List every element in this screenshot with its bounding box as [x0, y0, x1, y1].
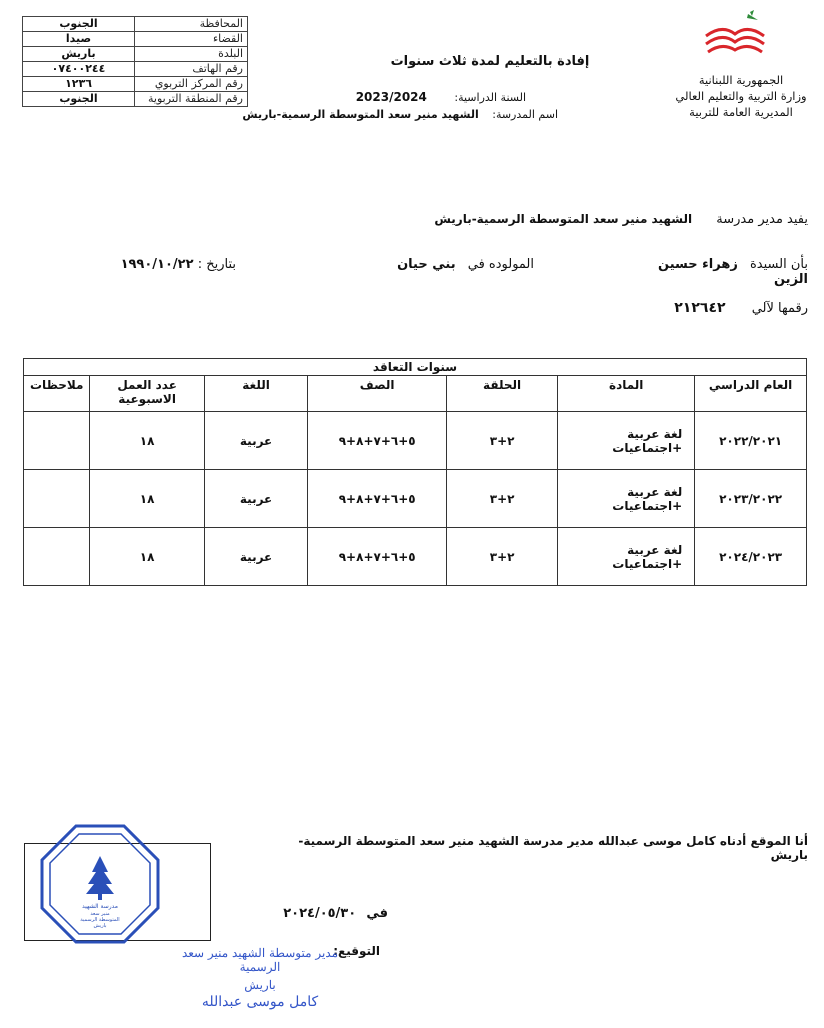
- school-name-label: اسم المدرسة:: [492, 108, 558, 121]
- born-line: [364, 257, 534, 272]
- info-value: صيدا: [23, 32, 135, 47]
- info-label: المحافظة: [135, 17, 248, 32]
- cell-language: عربية: [204, 470, 308, 528]
- signature-line-1: مدير متوسطة الشهيد منير سعد الرسمية: [181, 946, 339, 974]
- number-line: [588, 300, 808, 316]
- school-stamp: [38, 822, 162, 946]
- table-header-row: [24, 376, 807, 412]
- document-title: إفادة بالتعليم لمدة ثلاث سنوات: [390, 54, 590, 69]
- lady-prefix: بأن السيدة: [750, 257, 808, 272]
- born-prefix: المولوده في: [467, 257, 534, 272]
- cell-grade: ٥+٦+٧+٨+٩: [308, 528, 447, 586]
- header-language: اللغة: [204, 376, 308, 412]
- declaration-line: أنا الموقع أدناه كامل موسى عبدالله مدير مدرسة الشهيد منير سعد المتوسطة الرسمية-باريش: [298, 834, 808, 862]
- table-caption: سنوات التعاقد: [24, 359, 807, 376]
- cell-subject: لغة عربية +اجتماعيات: [558, 470, 695, 528]
- number-prefix: رقمها لآلي: [751, 301, 808, 316]
- contract-years-table: [23, 358, 807, 586]
- school-year-line: [266, 90, 526, 104]
- table-row: [24, 412, 807, 470]
- header-subject: المادة: [558, 376, 695, 412]
- info-row-town: [23, 47, 248, 62]
- info-label: رقم المركز التربوي: [135, 77, 248, 92]
- director-school: الشهيد منير سعد المتوسطة الرسمية-باريش: [434, 212, 693, 226]
- cell-hours: ١٨: [90, 528, 204, 586]
- cell-grade: ٥+٦+٧+٨+٩: [308, 470, 447, 528]
- info-row-region: [23, 92, 248, 107]
- header-notes: ملاحظات: [24, 376, 90, 412]
- svg-text:منير سعد: منير سعد: [90, 911, 110, 917]
- info-label: رقم الهاتف: [135, 62, 248, 77]
- info-label: رقم المنطقة التربوية: [135, 92, 248, 107]
- ministry-logo: [700, 10, 770, 62]
- number-value: ٢١٢٦٤٢: [674, 300, 726, 316]
- ministry-name: وزارة التربية والتعليم العالي: [675, 89, 807, 103]
- header-hours-line2: الاسبوعية: [118, 392, 176, 406]
- ministry-block: [666, 72, 816, 120]
- info-label: البلدة: [135, 47, 248, 62]
- cell-notes: [24, 470, 90, 528]
- table-caption-row: [24, 359, 807, 376]
- school-name-value: الشهيد منير سعد المتوسطة الرسمية-باريش: [242, 108, 479, 121]
- director-line: [308, 212, 808, 227]
- lady-line: [648, 257, 808, 287]
- cell-hours: ١٨: [90, 412, 204, 470]
- info-row-phone: [23, 62, 248, 77]
- info-value: باريش: [23, 47, 135, 62]
- school-name-line: [228, 108, 558, 121]
- cell-cycle: ٢+٣: [446, 412, 557, 470]
- header-grade: الصف: [308, 376, 447, 412]
- header-hours: [90, 376, 204, 412]
- info-row-governorate: [23, 17, 248, 32]
- svg-text:باريش: باريش: [93, 923, 107, 929]
- birth-date-line: [86, 257, 236, 272]
- cell-year: ٢٠٢٣/٢٠٢٢: [695, 470, 807, 528]
- info-value: الجنوب: [23, 17, 135, 32]
- date-prefix: في: [366, 906, 388, 921]
- signature-line-2: باريش: [244, 978, 276, 992]
- header-hours-line1: عدد العمل: [117, 378, 177, 392]
- cell-cycle: ٢+٣: [446, 470, 557, 528]
- directorate-name: المديرية العامة للتربية: [689, 105, 793, 119]
- school-year-label: السنة الدراسية:: [454, 91, 526, 104]
- born-place: بني حيان: [397, 257, 456, 272]
- info-label: القضاء: [135, 32, 248, 47]
- signature-label: التوقيع:: [333, 944, 380, 958]
- date-line: [278, 906, 388, 921]
- svg-text:مدرسة الشهيد: مدرسة الشهيد: [82, 903, 118, 910]
- birth-date-prefix: بتاريخ :: [197, 257, 236, 272]
- cell-language: عربية: [204, 412, 308, 470]
- date-value: ٢٠٢٤/٠٥/٣٠: [283, 906, 357, 921]
- table-row: [24, 528, 807, 586]
- school-year-value: 2023/2024: [355, 90, 427, 104]
- header-year: العام الدراسي: [695, 376, 807, 412]
- school-info-table: [22, 16, 248, 107]
- cell-grade: ٥+٦+٧+٨+٩: [308, 412, 447, 470]
- cell-notes: [24, 528, 90, 586]
- cell-notes: [24, 412, 90, 470]
- signature-line-3: كامل موسى عبدالله: [201, 994, 319, 1010]
- birth-date-value: ١٩٩٠/١٠/٢٢: [120, 257, 194, 272]
- info-value: الجنوب: [23, 92, 135, 107]
- cell-hours: ١٨: [90, 470, 204, 528]
- info-value: ٠٧٤٠٠٢٤٤: [23, 62, 135, 77]
- lady-name: زهراء حسين الزين: [658, 257, 808, 287]
- cell-cycle: ٢+٣: [446, 528, 557, 586]
- info-value: ١٢٣٦: [23, 77, 135, 92]
- table-row: [24, 470, 807, 528]
- cell-subject: لغة عربية +اجتماعيات: [558, 528, 695, 586]
- svg-text:المتوسطة الرسمية: المتوسطة الرسمية: [80, 917, 120, 923]
- cell-year: ٢٠٢٤/٢٠٢٣: [695, 528, 807, 586]
- director-prefix: يفيد مدير مدرسة: [716, 212, 808, 227]
- signature-stamp: [165, 946, 355, 1018]
- cell-subject: لغة عربية +اجتماعيات: [558, 412, 695, 470]
- republic-name: الجمهورية اللبنانية: [698, 73, 784, 87]
- header-cycle: الحلقة: [446, 376, 557, 412]
- info-row-district: [23, 32, 248, 47]
- info-row-center: [23, 77, 248, 92]
- cell-year: ٢٠٢٢/٢٠٢١: [695, 412, 807, 470]
- cell-language: عربية: [204, 528, 308, 586]
